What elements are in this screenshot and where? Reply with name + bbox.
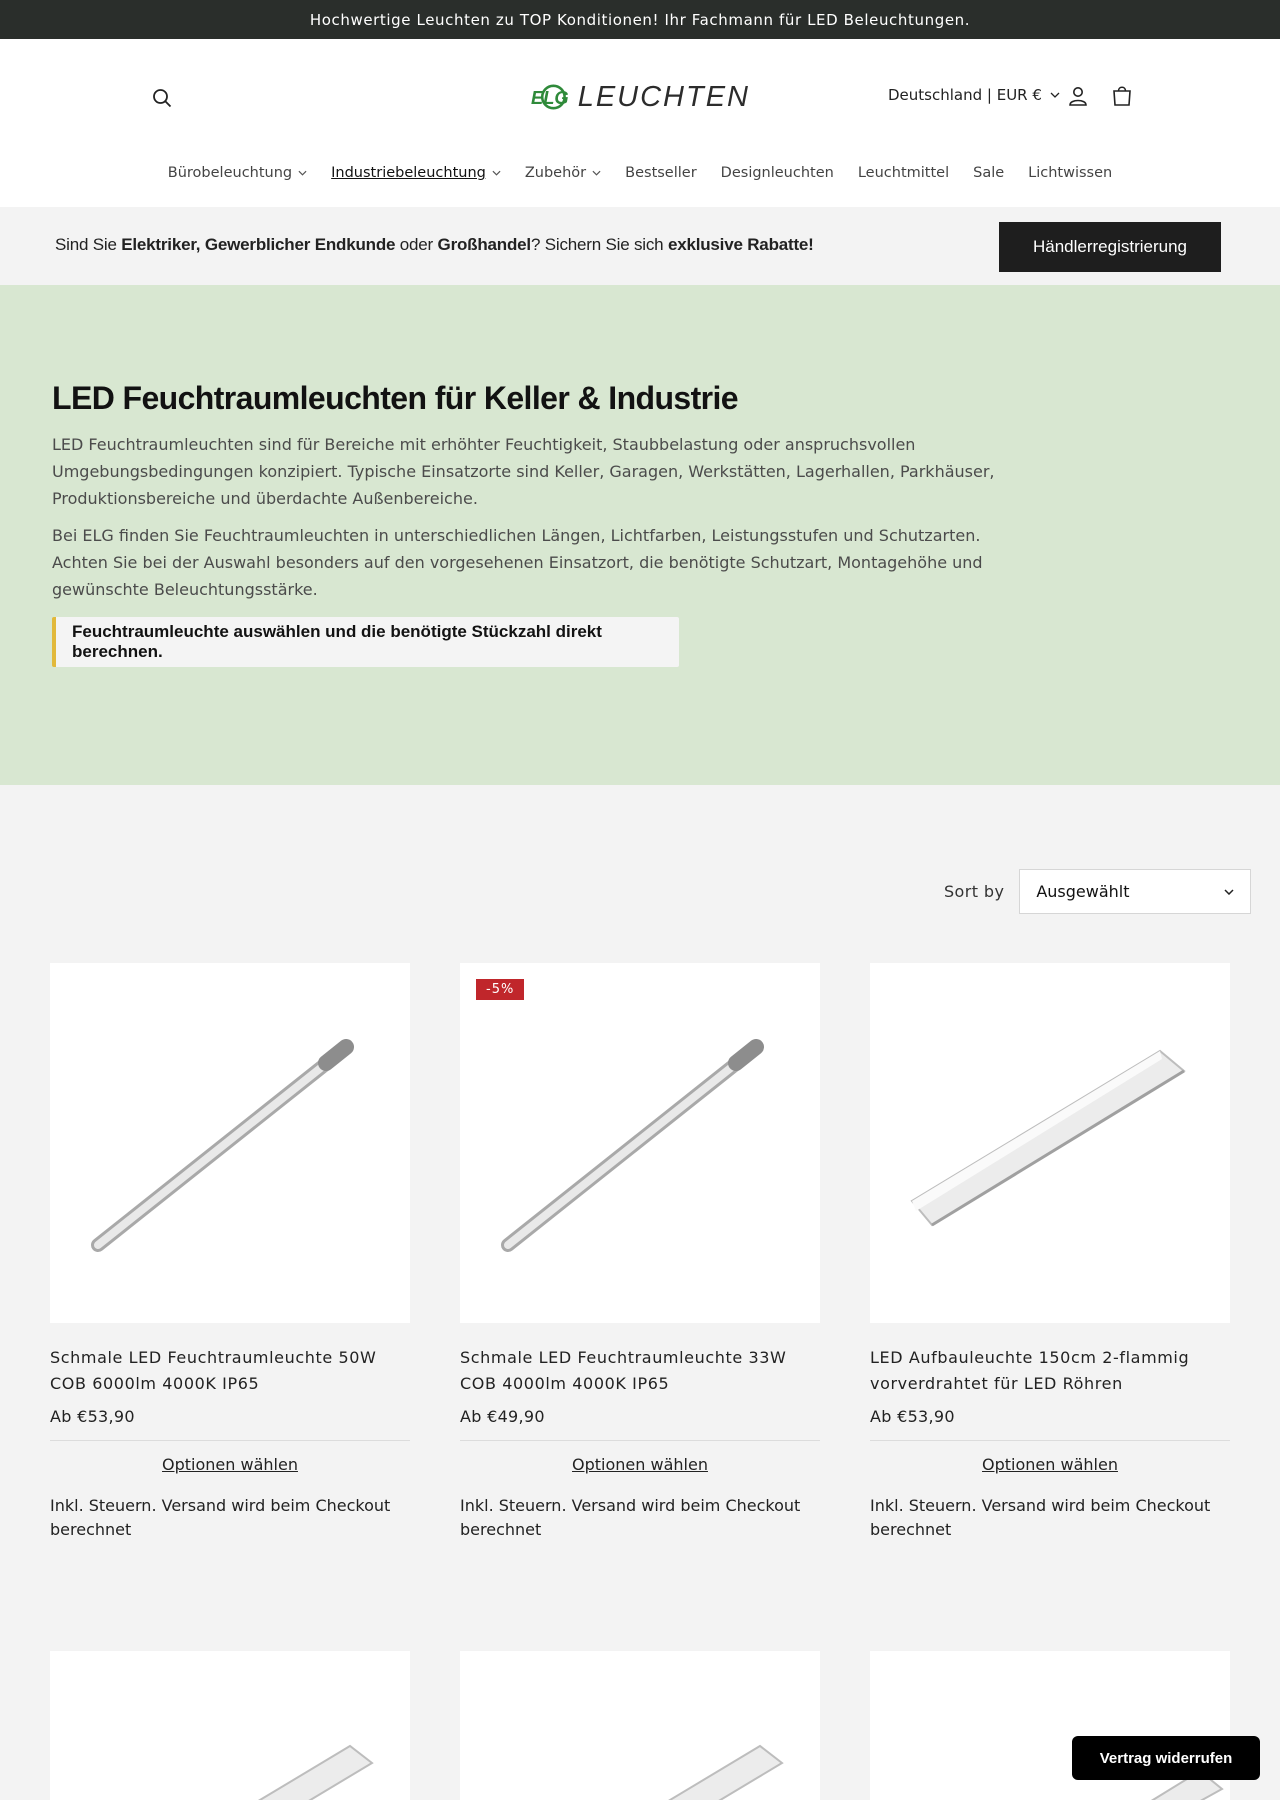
choose-options-button[interactable]: Optionen wählen — [572, 1455, 708, 1474]
nav-item-bestseller[interactable] — [625, 165, 697, 181]
search-button[interactable] — [148, 84, 176, 112]
chevron-down-icon — [592, 170, 601, 176]
product-card — [460, 963, 820, 1542]
page-title: LED Feuchtraumleuchten für Keller & Industrie — [52, 380, 739, 416]
promo-text-bold: exklusive Rabatte! — [667, 235, 814, 254]
nav-item-designleuchten[interactable] — [721, 165, 834, 181]
divider — [870, 1440, 1230, 1441]
sort-selected-value: Ausgewählt — [1036, 882, 1130, 901]
chevron-down-icon — [1050, 92, 1060, 98]
nav-item-label: Leuchtmittel — [857, 165, 950, 181]
nav-item-zubehoer[interactable] — [525, 165, 601, 181]
sort-control — [944, 869, 1251, 914]
user-icon — [1068, 86, 1088, 106]
batten-lamp-image — [460, 1651, 820, 1800]
product-card-image-partial[interactable] — [50, 1651, 410, 1800]
promo-text-bold: Elektriker, Gewerblicher Endkunde — [121, 235, 396, 254]
product-price: Ab €53,90 — [870, 1407, 955, 1426]
locale-label: Deutschland | EUR € — [888, 86, 1042, 104]
nav-item-lichtwissen[interactable] — [1028, 165, 1112, 181]
promo-text-part: Sind Sie — [55, 235, 122, 254]
product-card — [50, 963, 410, 1542]
nav-item-label: Bürobeleuchtung — [167, 165, 293, 181]
collection-hero — [0, 285, 1280, 785]
locale-selector[interactable] — [888, 86, 1060, 104]
discount-badge: -5% — [476, 979, 524, 1000]
nav-item-leuchtmittel[interactable] — [858, 165, 949, 181]
tube-lamp-image — [50, 963, 410, 1323]
logo-text: LEUCHTEN — [577, 80, 750, 113]
product-title[interactable]: Schmale LED Feuchtraumleuchte 33W COB 4000lm 4000K IP65 — [460, 1348, 787, 1393]
nav-item-label: Zubehör — [524, 165, 587, 181]
calculator-callout: Feuchtraumleuchte auswählen und die benötigte Stückzahl direkt berechnen. — [52, 617, 679, 667]
nav-item-buerobeleuchtung[interactable] — [168, 165, 307, 181]
promo-text — [55, 235, 814, 255]
promo-text-bold: Großhandel — [437, 235, 531, 254]
product-card — [870, 963, 1230, 1542]
product-price: Ab €53,90 — [50, 1407, 135, 1426]
announcement-text: Hochwertige Leuchten zu TOP Konditionen! Ihr Fachmann für LED Beleuchtungen. — [309, 10, 971, 29]
elg-logo-mark — [530, 71, 570, 123]
svg-text:ELG: ELG — [531, 87, 569, 109]
nav-item-label: Lichtwissen — [1028, 165, 1113, 181]
chevron-down-icon — [492, 170, 501, 176]
nav-item-label: Bestseller — [625, 165, 697, 181]
promo-text-part: ? Sichern Sie sich — [530, 235, 668, 254]
nav-item-label: Industriebeleuchtung — [331, 165, 486, 181]
tax-note: Inkl. Steuern. Versand wird beim Checkout berechnet — [460, 1496, 801, 1539]
site-logo[interactable] — [530, 71, 750, 123]
choose-options-button[interactable]: Optionen wählen — [162, 1455, 298, 1474]
announcement-bar — [0, 0, 1280, 39]
product-image[interactable] — [460, 963, 820, 1323]
chevron-down-icon — [1224, 889, 1234, 895]
search-icon — [152, 88, 172, 108]
cart-button[interactable] — [1108, 82, 1136, 110]
nav-item-label: Sale — [973, 165, 1005, 181]
revoke-contract-button[interactable]: Vertrag widerrufen — [1072, 1736, 1260, 1780]
account-button[interactable] — [1064, 82, 1092, 110]
product-price: Ab €49,90 — [460, 1407, 545, 1426]
tax-note: Inkl. Steuern. Versand wird beim Checkout berechnet — [50, 1496, 391, 1539]
dealer-registration-button[interactable]: Händlerregistrierung — [999, 222, 1221, 272]
hero-paragraph-1: LED Feuchtraumleuchten sind für Bereiche mit erhöhter Feuchtigkeit, Staubbelastung oder anspruchsvollen Umgebungsbedingungen konzipiert. Typische Einsatzorte sind Keller, Garagen, Werkstätten, Lagerhallen, Parkhäuser, Produktionsbereiche und überdachte Außenbereiche. — [52, 435, 995, 508]
choose-options-button[interactable]: Optionen wählen — [982, 1455, 1118, 1474]
hero-paragraph-2: Bei ELG finden Sie Feuchtraumleuchten in unterschiedlichen Längen, Lichtfarben, Leistungsstufen und Schutzarten. Achten Sie bei der Auswahl besonders auf den vorgesehenen Einsatzort, die benötigte Schutzart, Montagehöhe und gewünschte Beleuchtungsstärke. — [52, 526, 983, 599]
tax-note: Inkl. Steuern. Versand wird beim Checkout berechnet — [870, 1496, 1211, 1539]
product-title[interactable]: Schmale LED Feuchtraumleuchte 50W COB 6000lm 4000K IP65 — [50, 1348, 377, 1393]
batten-lamp-image — [50, 1651, 410, 1800]
dealer-promo-banner — [0, 207, 1280, 285]
sort-label: Sort by — [944, 882, 1005, 901]
main-navigation — [0, 139, 1280, 207]
sort-select[interactable] — [1019, 869, 1251, 914]
cart-icon — [1111, 85, 1133, 107]
product-image[interactable] — [870, 963, 1230, 1323]
batten-lamp-image — [870, 963, 1230, 1323]
tube-lamp-image — [460, 963, 820, 1323]
divider — [460, 1440, 820, 1441]
product-title[interactable]: LED Aufbauleuchte 150cm 2-flammig vorverdrahtet für LED Röhren — [870, 1348, 1190, 1393]
product-card-image-partial[interactable] — [460, 1651, 820, 1800]
nav-item-industriebeleuchtung[interactable] — [331, 165, 501, 181]
chevron-down-icon — [298, 170, 307, 176]
nav-item-sale[interactable] — [973, 165, 1004, 181]
product-image[interactable] — [50, 963, 410, 1323]
divider — [50, 1440, 410, 1441]
promo-text-part: oder — [395, 235, 438, 254]
nav-item-label: Designleuchten — [720, 165, 834, 181]
